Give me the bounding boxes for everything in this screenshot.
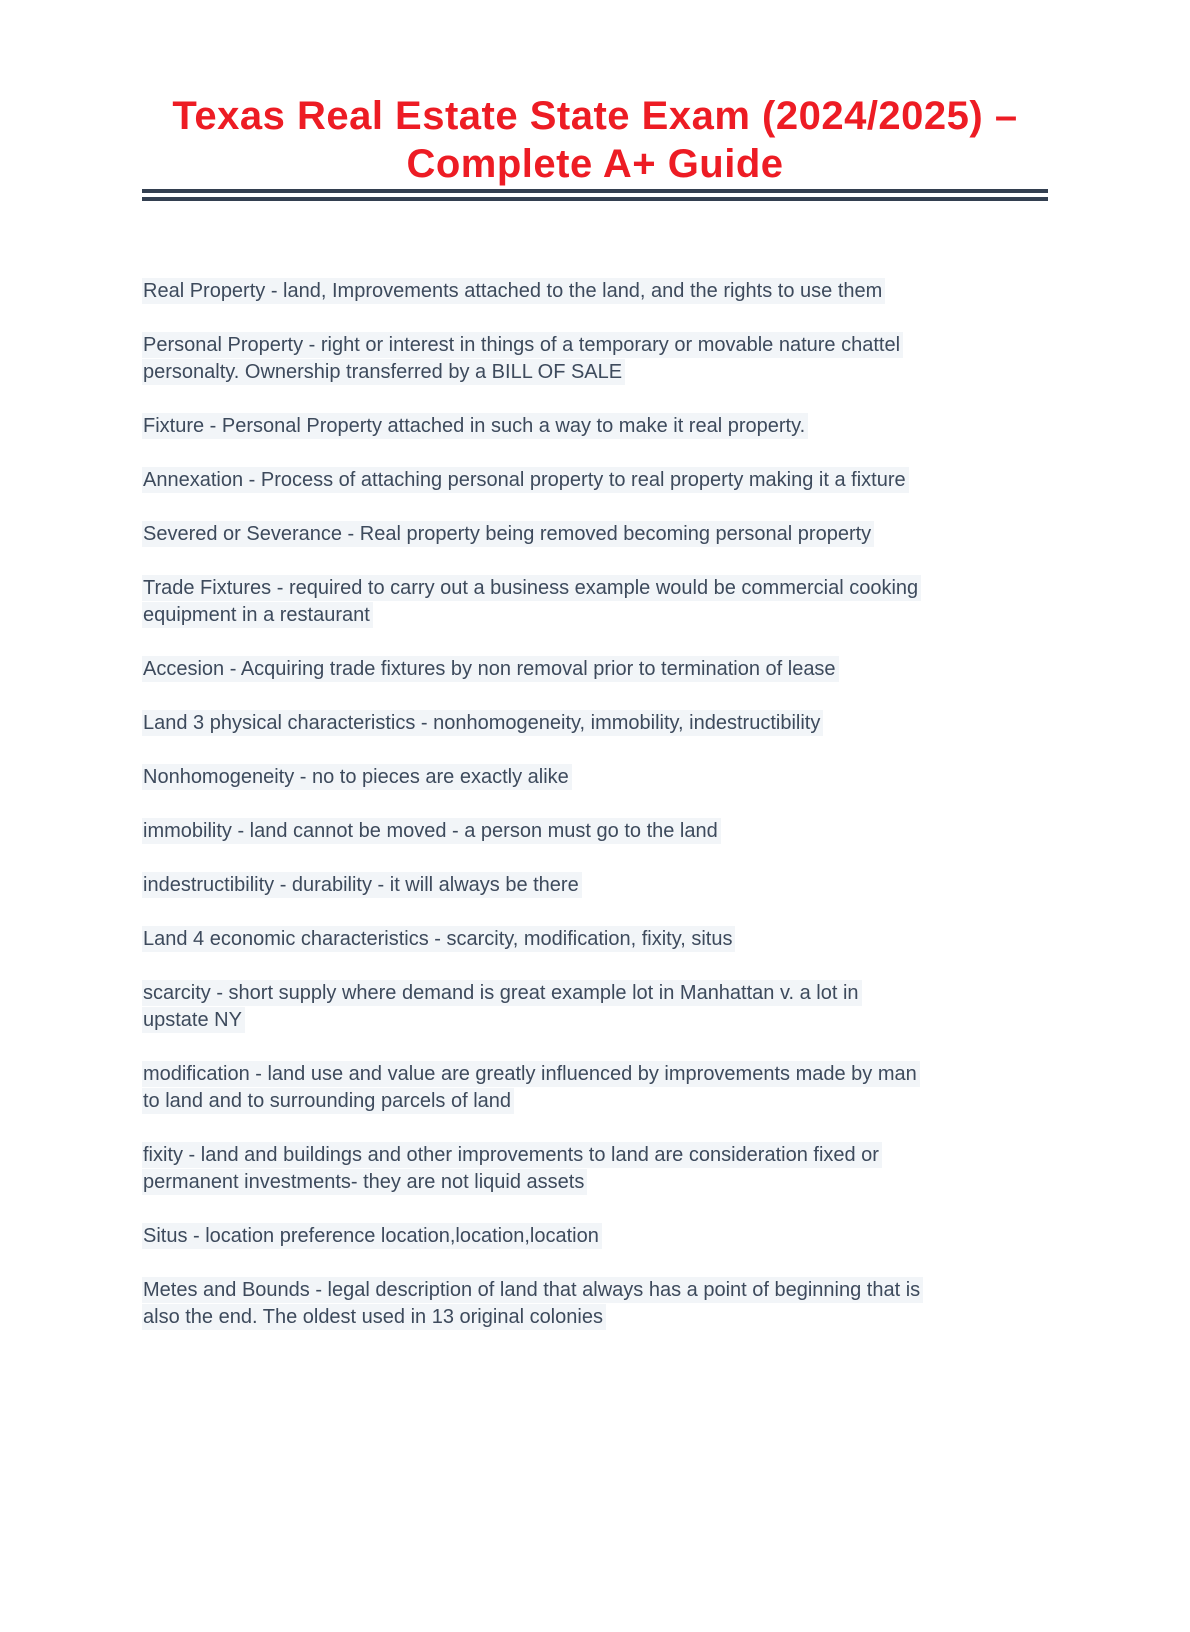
definition-paragraph-scarcity xyxy=(142,980,1048,1034)
page-title xyxy=(142,92,1048,188)
highlighted-text: Fixture - Personal Property attached in such a way to make it real property. xyxy=(142,413,808,439)
highlighted-text: Severed or Severance - Real property being removed becoming personal property xyxy=(142,521,874,547)
highlighted-text: modification - land use and value are greatly influenced by improvements made by man xyxy=(142,1061,920,1087)
highlighted-text: upstate NY xyxy=(142,1007,245,1033)
definition-paragraph-accesion xyxy=(142,656,1048,683)
highlighted-text: indestructibility - durability - it will always be there xyxy=(142,872,582,898)
definition-paragraph-immobility xyxy=(142,818,1048,845)
definition-paragraph-metes-and-bounds xyxy=(142,1277,1048,1331)
definitions-list xyxy=(142,278,1048,1331)
highlighted-text: Nonhomogeneity - no to pieces are exactly alike xyxy=(142,764,572,790)
definition-paragraph-nonhomogeneity xyxy=(142,764,1048,791)
highlighted-text: Land 3 physical characteristics - nonhomogeneity, immobility, indestructibility xyxy=(142,710,823,736)
definition-paragraph-personal-property xyxy=(142,332,1048,386)
definition-paragraph-land-4-economic xyxy=(142,926,1048,953)
definition-paragraph-fixture xyxy=(142,413,1048,440)
page-title-line-2: Complete A+ Guide xyxy=(406,142,784,186)
definition-paragraph-fixity xyxy=(142,1142,1048,1196)
title-double-rule xyxy=(142,189,1048,201)
definition-paragraph-situs xyxy=(142,1223,1048,1250)
highlighted-text: fixity - land and buildings and other improvements to land are consideration fixed or xyxy=(142,1142,882,1168)
definition-paragraph-indestructibility xyxy=(142,872,1048,899)
definition-paragraph-modification xyxy=(142,1061,1048,1115)
highlighted-text: also the end. The oldest used in 13 original colonies xyxy=(142,1304,606,1330)
definition-paragraph-trade-fixtures xyxy=(142,575,1048,629)
definition-paragraph-annexation xyxy=(142,467,1048,494)
highlighted-text: Annexation - Process of attaching personal property to real property making it a fixture xyxy=(142,467,909,493)
highlighted-text: Metes and Bounds - legal description of land that always has a point of beginning that is xyxy=(142,1277,923,1303)
definition-paragraph-land-3-physical xyxy=(142,710,1048,737)
page-title-line-1: Texas Real Estate State Exam (2024/2025) – xyxy=(172,94,1018,138)
highlighted-text: personalty. Ownership transferred by a BILL OF SALE xyxy=(142,359,625,385)
document-page xyxy=(0,92,1190,1632)
highlighted-text: immobility - land cannot be moved - a person must go to the land xyxy=(142,818,721,844)
definition-paragraph-real-property xyxy=(142,278,1048,305)
highlighted-text: Trade Fixtures - required to carry out a business example would be commercial cooking xyxy=(142,575,921,601)
highlighted-text: Personal Property - right or interest in things of a temporary or movable nature chattel xyxy=(142,332,903,358)
highlighted-text: Situs - location preference location,location,location xyxy=(142,1223,602,1249)
highlighted-text: equipment in a restaurant xyxy=(142,602,373,628)
highlighted-text: to land and to surrounding parcels of land xyxy=(142,1088,514,1114)
highlighted-text: Land 4 economic characteristics - scarcity, modification, fixity, situs xyxy=(142,926,735,952)
definition-paragraph-severed xyxy=(142,521,1048,548)
highlighted-text: scarcity - short supply where demand is great example lot in Manhattan v. a lot in xyxy=(142,980,862,1006)
highlighted-text: Accesion - Acquiring trade fixtures by non removal prior to termination of lease xyxy=(142,656,839,682)
highlighted-text: Real Property - land, Improvements attached to the land, and the rights to use them xyxy=(142,278,885,304)
highlighted-text: permanent investments- they are not liquid assets xyxy=(142,1169,587,1195)
